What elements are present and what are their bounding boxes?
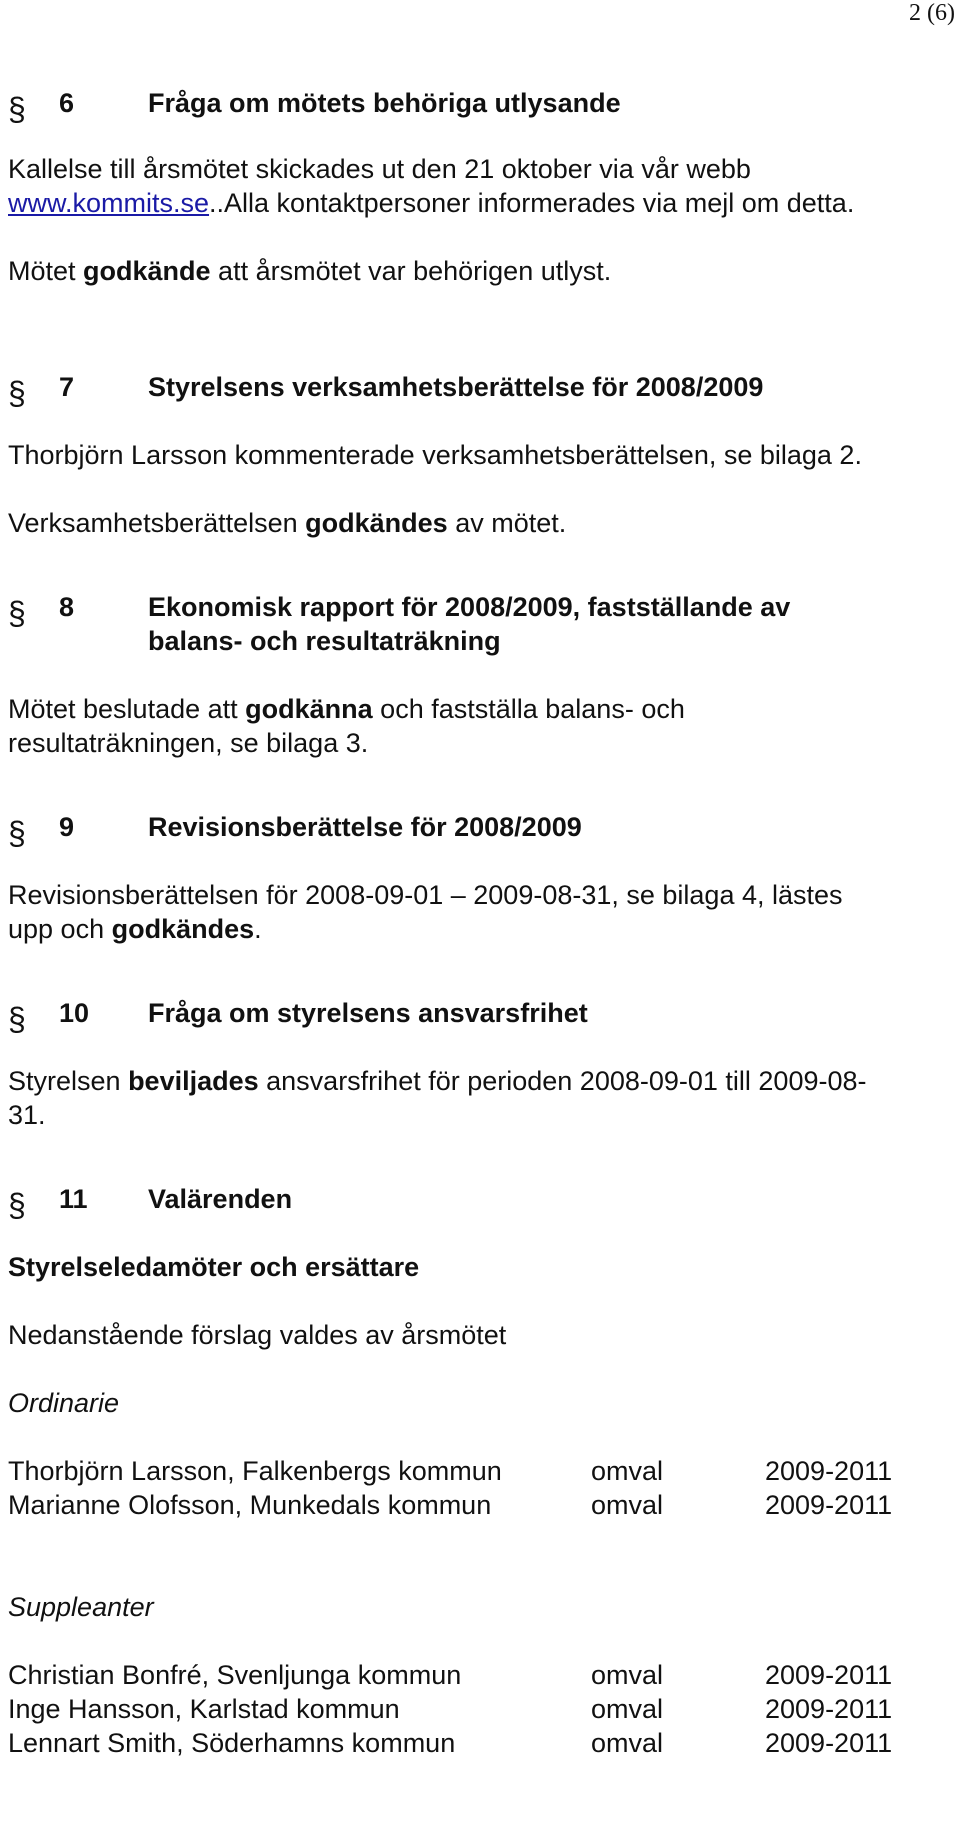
section-number: 8 xyxy=(59,592,75,622)
text: upp och xyxy=(8,914,112,944)
website-link[interactable]: www.kommits.se xyxy=(8,188,210,218)
text: Kallelse till årsmötet skickades ut den 21 oktober via vår webb xyxy=(8,154,751,184)
member-row xyxy=(8,1658,952,1692)
member-row xyxy=(8,1454,952,1488)
text: Revisionsberättelsen för 2008-09-01 – 2009-08-31, se bilaga 4, lästes xyxy=(8,880,843,910)
section-6-heading xyxy=(8,86,952,127)
section-number: 7 xyxy=(59,372,75,402)
text: av mötet. xyxy=(447,508,567,538)
ordinarie-label: Ordinarie xyxy=(8,1388,120,1418)
section-title: Styrelsens verksamhetsberättelse för 2008/2009 xyxy=(148,372,764,402)
section-symbol: § xyxy=(8,1001,26,1037)
member-name: Thorbjörn Larsson, Falkenbergs kommun xyxy=(8,1456,502,1486)
document-body xyxy=(8,86,952,1760)
section-title: Fråga om mötets behöriga utlysande xyxy=(148,88,621,118)
paragraph xyxy=(8,1064,952,1132)
paragraph xyxy=(8,692,952,760)
bold-text: godkänna xyxy=(245,694,373,724)
section-title: Fråga om styrelsens ansvarsfrihet xyxy=(148,998,588,1028)
section-8-heading xyxy=(8,590,952,658)
section-title: Valärenden xyxy=(148,1184,293,1214)
member-name: Inge Hansson, Karlstad kommun xyxy=(8,1694,400,1724)
section-number: 6 xyxy=(59,88,75,118)
section-9-heading xyxy=(8,810,952,851)
paragraph xyxy=(8,878,952,946)
text: resultaträkningen, se bilaga 3. xyxy=(8,728,369,758)
text: . xyxy=(254,914,262,944)
suppleanter-list xyxy=(8,1658,952,1760)
member-type: omval xyxy=(591,1456,664,1486)
text: att årsmötet var behörigen utlyst. xyxy=(210,256,612,286)
section-7-heading xyxy=(8,370,952,411)
text: Mötet xyxy=(8,256,84,286)
member-period: 2009-2011 xyxy=(765,1660,893,1690)
bold-text: godkändes xyxy=(305,508,448,538)
section-symbol: § xyxy=(8,815,26,851)
section-number: 11 xyxy=(59,1184,88,1214)
text: Mötet beslutade att xyxy=(8,694,246,724)
member-name: Lennart Smith, Söderhamns kommun xyxy=(8,1728,456,1758)
text: och fastställa balans- och xyxy=(372,694,685,724)
member-type: omval xyxy=(591,1490,664,1520)
member-type: omval xyxy=(591,1694,664,1724)
section-title-line: Ekonomisk rapport för 2008/2009, fastställande av xyxy=(148,592,791,622)
section-symbol: § xyxy=(8,595,26,631)
member-type: omval xyxy=(591,1660,664,1690)
section-10-heading xyxy=(8,996,952,1037)
text: Verksamhetsberättelsen xyxy=(8,508,306,538)
suppleanter-label: Suppleanter xyxy=(8,1592,154,1622)
member-row xyxy=(8,1488,952,1522)
ordinarie-list xyxy=(8,1454,952,1522)
bold-text: godkändes xyxy=(111,914,255,944)
paragraph: Nedanstående förslag valdes av årsmötet xyxy=(8,1320,507,1350)
text: ansvarsfrihet för perioden 2008-09-01 till 2009-08- xyxy=(258,1066,867,1096)
paragraph xyxy=(8,152,952,220)
text: Styrelsen xyxy=(8,1066,129,1096)
member-period: 2009-2011 xyxy=(765,1728,893,1758)
bold-text: beviljades xyxy=(128,1066,259,1096)
section-number: 9 xyxy=(59,812,75,842)
paragraph xyxy=(8,254,952,288)
member-row xyxy=(8,1726,952,1760)
section-symbol: § xyxy=(8,375,26,411)
section-11-heading xyxy=(8,1182,952,1223)
section-title: Revisionsberättelse för 2008/2009 xyxy=(148,812,582,842)
section-symbol: § xyxy=(8,1187,26,1223)
member-period: 2009-2011 xyxy=(765,1490,893,1520)
member-type: omval xyxy=(591,1728,664,1758)
member-name: Marianne Olofsson, Munkedals kommun xyxy=(8,1490,492,1520)
text: 31. xyxy=(8,1100,46,1130)
text: ..Alla kontaktpersoner informerades via mejl om detta. xyxy=(209,188,855,218)
member-row xyxy=(8,1692,952,1726)
bold-text: godkände xyxy=(83,256,211,286)
member-period: 2009-2011 xyxy=(765,1456,893,1486)
subheading: Styrelseledamöter och ersättare xyxy=(8,1252,420,1282)
page-number: 2 (6) xyxy=(909,0,955,26)
member-name: Christian Bonfré, Svenljunga kommun xyxy=(8,1660,462,1690)
section-symbol: § xyxy=(8,91,26,127)
section-number: 10 xyxy=(59,998,90,1028)
paragraph xyxy=(8,506,952,540)
paragraph: Thorbjörn Larsson kommenterade verksamhetsberättelsen, se bilaga 2. xyxy=(8,440,862,470)
section-title-line: balans- och resultaträkning xyxy=(148,626,501,656)
member-period: 2009-2011 xyxy=(765,1694,893,1724)
